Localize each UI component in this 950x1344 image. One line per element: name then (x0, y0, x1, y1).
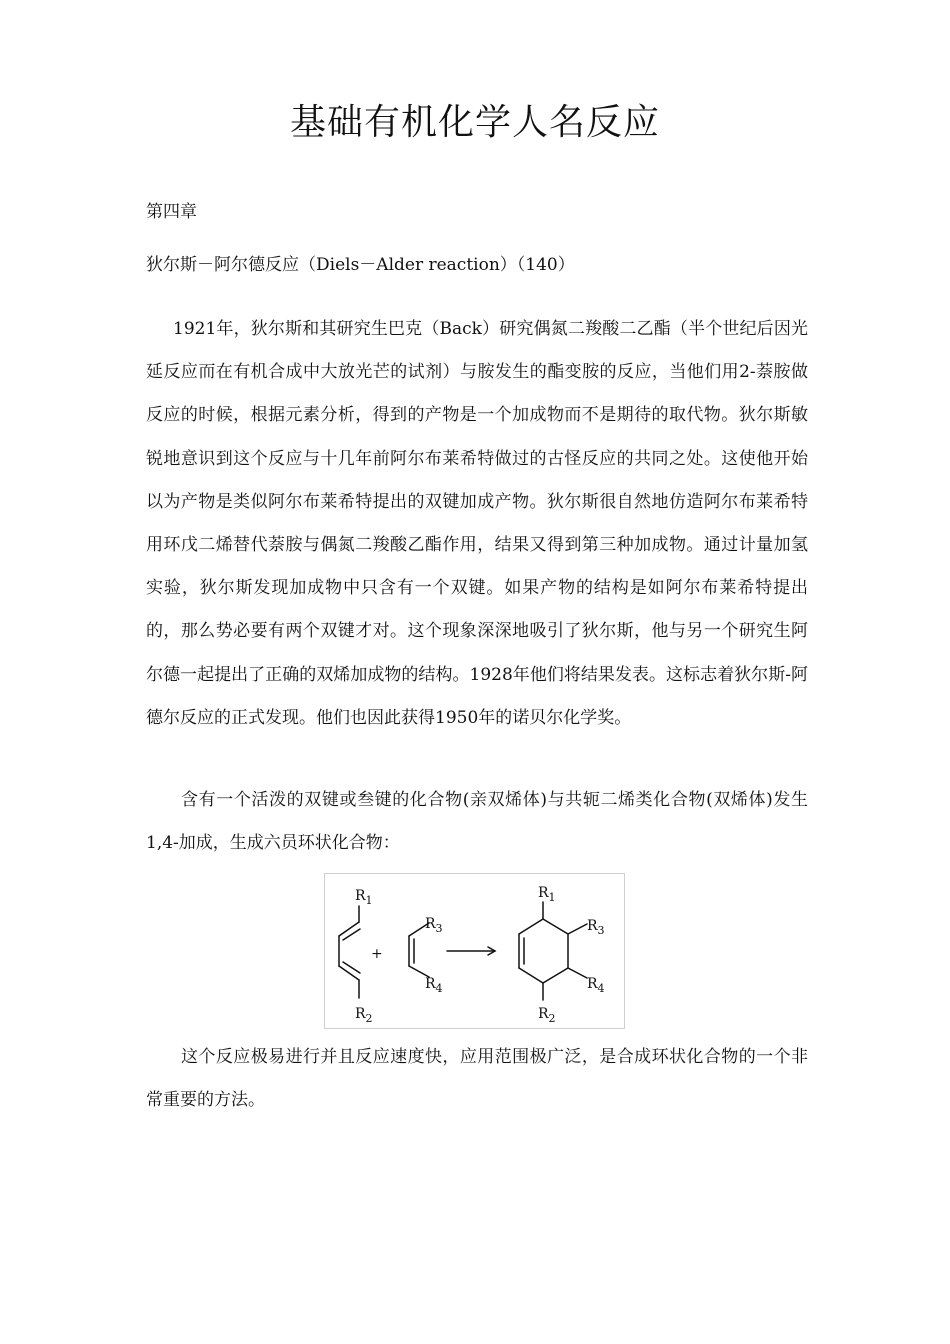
dienophile-substituent-bottom: $R_4$ (425, 976, 443, 995)
reaction-scheme-figure (324, 873, 625, 1029)
product-substituent-3: $R_3$ (587, 918, 605, 937)
paragraph-history: 1921年，狄尔斯和其研究生巴克（Back）研究偶氮二羧酸二乙酯（半个世纪后因光延反应而在有机合成中大放光芒的试剂）与胺发生的酯变胺的反应，当他们用2-萘胺做反应的时候，根据元素分析，得到的产物是一个加成物而不是期待的取代物。狄尔斯敏锐地意识到这个反应与十几年前阿尔布莱希特做过的古怪反应的共同之处。这使他开始以为产物是类似阿尔布莱希特提出的双键加成产物。狄尔斯很自然地仿造阿尔布莱希特用环戊二烯替代萘胺与偶氮二羧酸乙酯作用，结果又得到第三种加成物。通过计量加氢实验，狄尔斯发现加成物中只含有一个双键。如果产物的结构是如阿尔布莱希特提出的，那么势必要有两个双键才对。这个现象深深地吸引了狄尔斯，他与另一个研究生阿尔德一起提出了正确的双烯加成物的结构。1928年他们将结果发表。这标志着狄尔斯-阿德尔反应的正式发现。他们也因此获得1950年的诺贝尔化学奖。 (146, 319, 808, 728)
product-substituent-1: $R_1$ (538, 885, 556, 904)
chapter-label: 第四章 (146, 202, 197, 222)
reaction-arrow-icon (447, 947, 495, 955)
plus-sign: + (371, 946, 383, 962)
product-substituent-4: $R_4$ (587, 976, 605, 995)
diene-structure (339, 906, 360, 998)
document-title: 基础有机化学人名反应 (289, 102, 660, 143)
product-substituent-2: $R_2$ (538, 1006, 556, 1025)
product-structure (519, 902, 587, 1000)
diene-substituent-bottom: $R_2$ (355, 1006, 373, 1025)
dienophile-substituent-top: $R_3$ (425, 916, 443, 935)
paragraph-definition: 含有一个活泼的双键或叁键的化合物(亲双烯体)与共轭二烯类化合物(双烯体)发生1,4-加成，生成六员环状化合物： (146, 790, 808, 854)
diels-alder-scheme (325, 874, 626, 1030)
section-heading: 狄尔斯－阿尔德反应（Diels－Alder reaction）（140） (146, 255, 575, 275)
paragraph-conclusion: 这个反应极易进行并且反应速度快，应用范围极广泛，是合成环状化合物的一个非常重要的方法。 (146, 1047, 808, 1111)
diene-substituent-top: $R_1$ (355, 888, 373, 907)
